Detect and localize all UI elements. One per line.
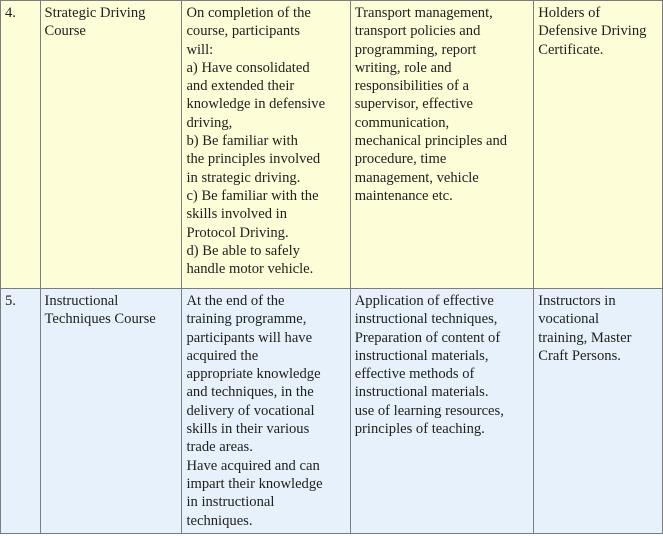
content-line: writing, role and — [354, 59, 452, 76]
content-line: mechanical principles and — [354, 133, 508, 150]
table-row — [1, 289, 663, 534]
content-line: management, vehicle — [354, 169, 479, 186]
content-line: communication, — [354, 114, 450, 131]
content-line: instructional materials, — [354, 347, 489, 364]
content-line: Transport management, — [354, 5, 493, 21]
content-line: Application of effective — [354, 293, 494, 309]
objectives-line: handle motor vehicle. — [186, 261, 314, 278]
objectives-line: Protocol Driving. — [186, 224, 289, 241]
content-line: responsibilities of a — [354, 78, 470, 95]
target-group-line: Defensive Driving — [538, 23, 647, 40]
content-line: procedure, time — [354, 151, 447, 168]
objectives-line: in instructional — [186, 494, 275, 511]
target-group-line: Certificate. — [538, 41, 604, 58]
content-cell — [350, 289, 533, 534]
content-line: Preparation of content of — [354, 329, 501, 346]
objectives-cell — [182, 289, 350, 534]
course-title-line: Techniques Course — [44, 311, 156, 328]
objectives-line: techniques. — [186, 512, 253, 529]
objectives-line: a) Have consolidated — [186, 59, 310, 76]
target-group-cell — [534, 289, 663, 534]
course-title-line: Course — [44, 23, 86, 40]
target-group-line: vocational — [538, 311, 600, 328]
content-line: principles of teaching. — [354, 421, 485, 438]
objectives-line: participants will have — [186, 329, 313, 346]
objectives-line: trade areas. — [186, 439, 253, 456]
content-cell — [350, 1, 533, 289]
objectives-line: the principles involved — [186, 151, 321, 168]
target-group-line: training, Master — [538, 329, 632, 346]
objectives-line: skills involved in — [186, 206, 287, 223]
course-title-cell — [40, 1, 182, 289]
objectives-line: Have acquired and can — [186, 457, 320, 474]
content-line: programming, report — [354, 41, 477, 58]
objectives-line: appropriate knowledge — [186, 366, 321, 383]
row-number: 5. — [5, 293, 16, 309]
content-line: supervisor, effective — [354, 96, 474, 113]
target-group-line: Instructors in — [538, 293, 616, 309]
objectives-line: and techniques, in the — [186, 384, 314, 401]
objectives-cell — [182, 1, 350, 289]
table-row — [1, 1, 663, 289]
course-title-line: Instructional — [44, 293, 119, 309]
objectives-line: driving, — [186, 114, 233, 131]
objectives-line: delivery of vocational — [186, 402, 315, 419]
objectives-line: course, participants — [186, 23, 300, 40]
content-line: instructional materials. — [354, 384, 489, 401]
row-number: 4. — [5, 5, 16, 21]
row-number-cell — [1, 1, 41, 289]
course-title-cell — [40, 289, 182, 534]
objectives-line: d) Be able to safely — [186, 242, 300, 259]
objectives-line: b) Be familiar with — [186, 133, 298, 150]
objectives-line: and extended their — [186, 78, 295, 95]
content-line: transport policies and — [354, 23, 481, 40]
target-group-line: Craft Persons. — [538, 347, 621, 364]
objectives-line: impart their knowledge — [186, 475, 323, 492]
objectives-line: will: — [186, 41, 214, 58]
content-line: instructional techniques, — [354, 311, 498, 328]
course-title-line: Strategic Driving — [44, 5, 146, 21]
target-group-line: Holders of — [538, 5, 601, 21]
content-line: use of learning resources, — [354, 402, 504, 419]
objectives-line: c) Be familiar with the — [186, 187, 319, 204]
objectives-line: acquired the — [186, 347, 259, 364]
objectives-line: training programme, — [186, 311, 307, 328]
content-line: effective methods of — [354, 366, 475, 383]
objectives-line: On completion of the — [186, 5, 311, 21]
objectives-line: knowledge in defensive — [186, 96, 326, 113]
target-group-cell — [534, 1, 663, 289]
objectives-line: skills in their various — [186, 421, 310, 438]
content-line: maintenance etc. — [354, 187, 453, 204]
row-number-cell — [1, 289, 41, 534]
objectives-line: in strategic driving. — [186, 169, 301, 186]
objectives-line: At the end of the — [186, 293, 285, 309]
